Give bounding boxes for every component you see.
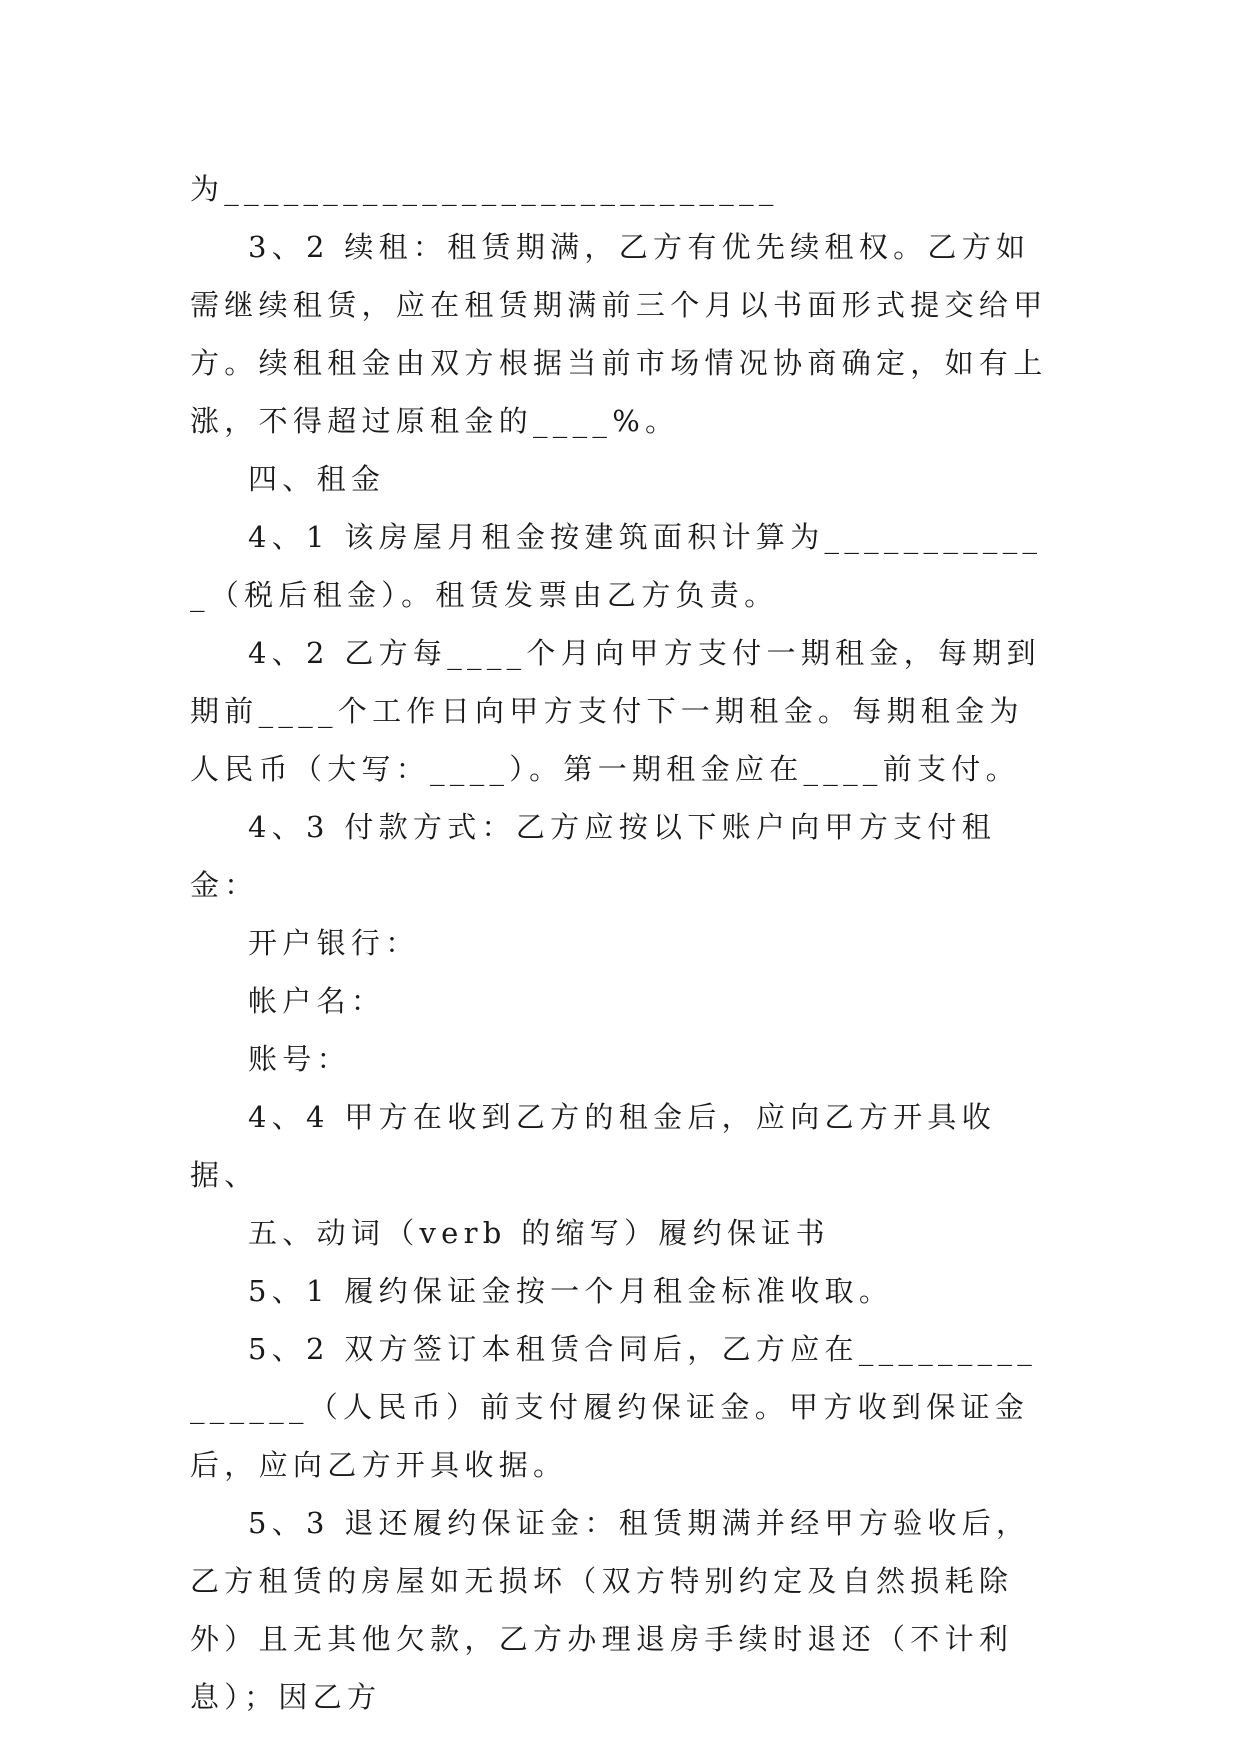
paragraph-4-3: 4、3 付款方式：乙方应按以下账户向甲方支付租金： [190, 810, 997, 902]
paragraph-5-1: 5、1 履约保证金按一个月租金标准收取。 [248, 1274, 894, 1308]
paragraph-4-2: 4、2 乙方每____个月向甲方支付一期租金，每期到期前____个工作日向甲方支付下一期租金。每期租金为人民币（大写：____）。第一期租金应在____前支付。 [190, 636, 1041, 786]
paragraph-renewal: 3、2 续租：租赁期满，乙方有优先续租权。乙方如需继续租赁，应在租赁期满前三个月以书面形式提交给甲方。续租租金由双方根据当前市场情况协商确定，如有上涨，不得超过原租金的____%。 [190, 230, 1048, 438]
document-page [190, 160, 1050, 1726]
paragraph-continuation: 为____________________________ [190, 172, 779, 206]
field-account-name: 帐户名： [248, 984, 386, 1018]
section-heading-rent: 四、租金 [248, 462, 386, 496]
field-bank: 开户银行： [248, 926, 420, 960]
paragraph-4-1: 4、1 该房屋月租金按建筑面积计算为____________（税后租金）。租赁发票由乙方负责。 [190, 520, 1043, 612]
paragraph-4-4: 4、4 甲方在收到乙方的租金后，应向乙方开具收据、 [190, 1100, 997, 1192]
paragraph-5-2: 5、2 双方签订本租赁合同后，乙方应在_______________（人民币）前支付履约保证金。甲方收到保证金后，应向乙方开具收据。 [190, 1332, 1038, 1482]
section-heading-guarantee: 五、动词（verb 的缩写）履约保证书 [248, 1216, 830, 1250]
field-account-number: 账号： [248, 1042, 351, 1076]
paragraph-5-3: 5、3 退还履约保证金：租赁期满并经甲方验收后，乙方租赁的房屋如无损坏（双方特别约定及自然损耗除外）且无其他欠款，乙方办理退房手续时退还（不计利息）；因乙方 [190, 1506, 1031, 1714]
